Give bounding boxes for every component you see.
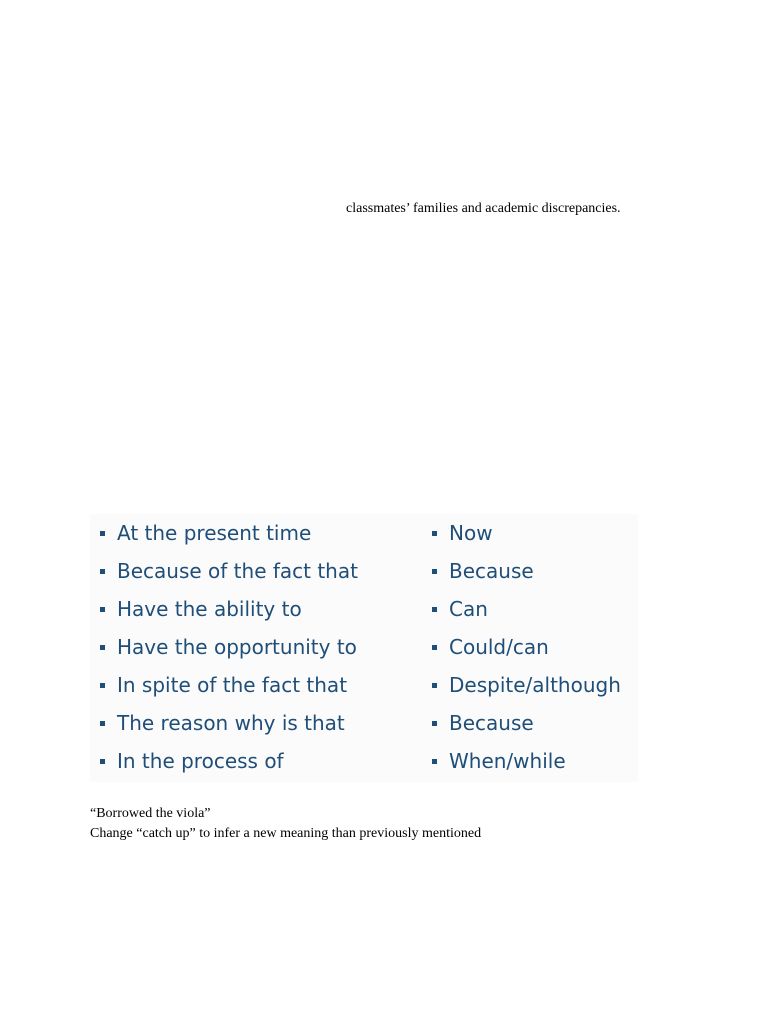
wordy-phrase-text: Have the opportunity to [117, 635, 357, 659]
wordy-phrase-text: The reason why is that [117, 711, 345, 735]
square-bullet-icon [100, 759, 105, 764]
note-line: Change “catch up” to infer a new meaning than previously mentioned [90, 826, 482, 841]
concise-phrase-item [432, 742, 566, 780]
phrase-row [90, 628, 638, 666]
notes-block [90, 804, 481, 844]
square-bullet-icon [432, 531, 437, 536]
square-bullet-icon [432, 569, 437, 574]
wordy-phrase-item [100, 590, 302, 628]
concise-phrase-text: Despite/although [449, 673, 621, 697]
wordy-phrase-item [100, 514, 311, 552]
wordy-phrase-text: Because of the fact that [117, 559, 358, 583]
square-bullet-icon [432, 645, 437, 650]
square-bullet-icon [100, 569, 105, 574]
concise-phrase-item [432, 704, 534, 742]
square-bullet-icon [432, 607, 437, 612]
concise-phrase-item [432, 666, 621, 704]
concise-phrase-text: Can [449, 597, 488, 621]
concise-phrase-text: When/while [449, 749, 566, 773]
wordy-phrase-text: At the present time [117, 521, 312, 545]
phrase-row [90, 552, 638, 590]
concise-phrase-text: Now [449, 521, 493, 545]
wordy-phrase-item [100, 552, 358, 590]
square-bullet-icon [100, 531, 105, 536]
square-bullet-icon [432, 759, 437, 764]
wordy-phrase-text: In the process of [117, 749, 284, 773]
note-line: “Borrowed the viola” [90, 806, 211, 821]
phrase-row [90, 514, 638, 552]
concise-phrase-item [432, 514, 493, 552]
wordy-phrase-item [100, 628, 357, 666]
wordy-phrase-text: In spite of the fact that [117, 673, 348, 697]
phrase-row [90, 704, 638, 742]
concise-phrase-text: Because [449, 559, 534, 583]
wordy-phrase-text: Have the ability to [117, 597, 302, 621]
square-bullet-icon [100, 607, 105, 612]
concise-phrase-text: Could/can [449, 635, 549, 659]
phrase-row [90, 742, 638, 780]
concise-phrase-item [432, 590, 488, 628]
concise-phrase-item [432, 552, 534, 590]
phrase-row [90, 590, 638, 628]
square-bullet-icon [432, 683, 437, 688]
wordy-concise-phrase-panel [90, 514, 638, 782]
concise-phrase-item [432, 628, 549, 666]
wordy-phrase-item [100, 704, 345, 742]
concise-phrase-text: Because [449, 711, 534, 735]
square-bullet-icon [100, 721, 105, 726]
phrase-row [90, 666, 638, 704]
square-bullet-icon [432, 721, 437, 726]
square-bullet-icon [100, 683, 105, 688]
document-text-fragment: classmates’ families and academic discrepancies. [346, 201, 621, 216]
square-bullet-icon [100, 645, 105, 650]
wordy-phrase-item [100, 666, 347, 704]
wordy-phrase-item [100, 742, 284, 780]
